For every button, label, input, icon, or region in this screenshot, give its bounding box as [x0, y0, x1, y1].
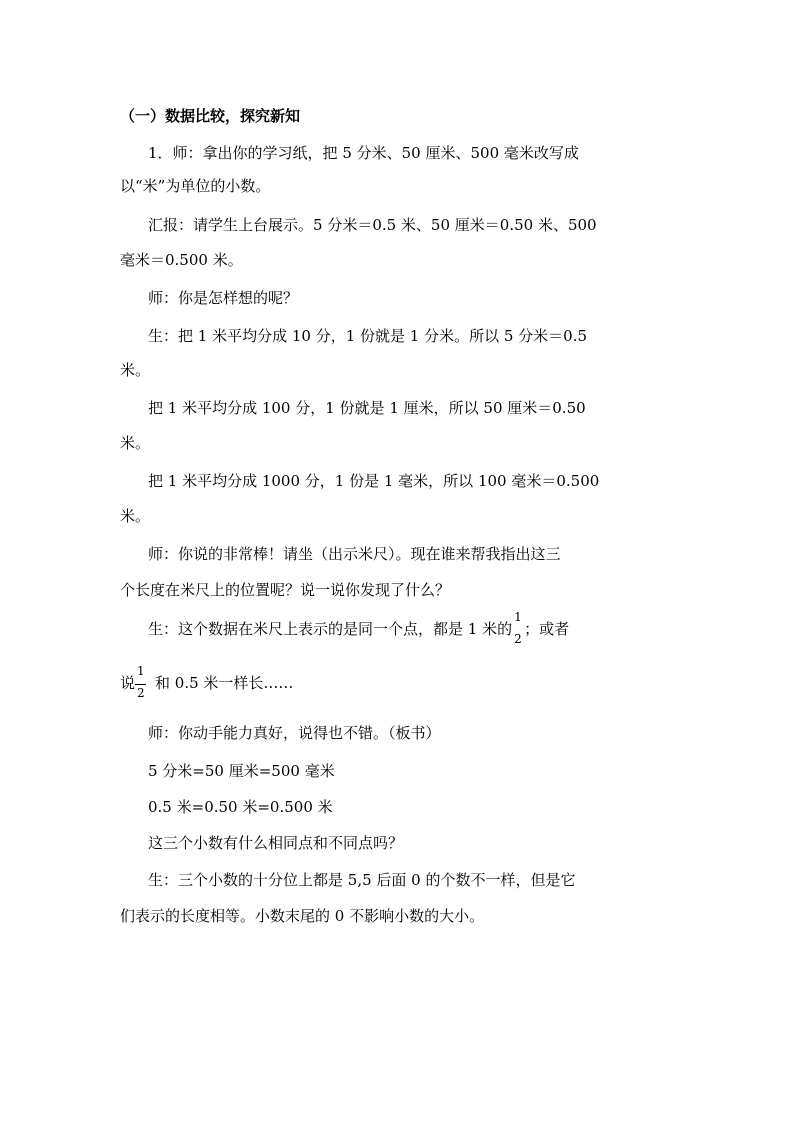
paragraph-line: 把 1 米平均分成 100 分，1 份就是 1 厘米，所以 50 厘米＝0.50: [148, 399, 586, 417]
paragraph-line: 以“米”为单位的小数。: [120, 177, 271, 195]
paragraph-line: 把 1 米平均分成 1000 分，1 份是 1 毫米，所以 100 毫米＝0.500: [148, 472, 600, 490]
paragraph-line: 这三个小数有什么相同点和不同点吗？: [148, 834, 404, 852]
equation-line: 5 分米=50 厘米=500 毫米: [148, 762, 335, 780]
paragraph-line: 毫米＝0.500 米。: [120, 251, 243, 269]
fraction-numerator: 1: [514, 610, 522, 624]
fraction-one-half: [512, 610, 524, 646]
paragraph-line: 米。: [120, 507, 151, 525]
fraction-one-half: [135, 664, 147, 700]
paragraph-line: 汇报：请学生上台展示。5 分米＝0.5 米、50 厘米＝0.50 米、500: [148, 216, 597, 234]
fraction-denominator: 2: [137, 686, 145, 700]
fraction-denominator: 2: [514, 632, 522, 646]
paragraph-line: 1．师：拿出你的学习纸，把 5 分米、50 厘米、500 毫米改写成: [148, 144, 579, 162]
paragraph-line: 生：把 1 米平均分成 10 分，1 份就是 1 分米。所以 5 分米＝0.5: [148, 327, 588, 345]
paragraph-line: 米。: [120, 361, 151, 379]
paragraph-line: 米。: [120, 434, 151, 452]
text-span: ；或者: [524, 620, 570, 638]
paragraph-line-with-fraction: [148, 610, 708, 646]
text-span: 生：这个数据在米尺上表示的是同一个点，都是 1 米的: [148, 620, 513, 638]
text-span: 和 0.5 米一样长……: [155, 674, 294, 692]
paragraph-line-with-fraction: [120, 664, 680, 700]
paragraph-line: 生：三个小数的十分位上都是 5,5 后面 0 的个数不一样，但是它: [148, 871, 576, 889]
text-span: 说: [120, 674, 136, 692]
section-heading: （一）数据比较，探究新知: [120, 107, 301, 125]
fraction-numerator: 1: [137, 664, 145, 678]
paragraph-line: 们表示的长度相等。小数末尾的 0 不影响小数的大小。: [120, 907, 485, 925]
paragraph-line: 师：你说的非常棒！请坐（出示米尺）。现在谁来帮我指出这三: [148, 545, 561, 563]
equation-line: 0.5 米=0.50 米=0.500 米: [148, 798, 333, 816]
paragraph-line: 个长度在米尺上的位置呢？说一说你发现了什么？: [120, 581, 451, 599]
paragraph-line: 师：你是怎样想的呢？: [148, 289, 299, 307]
paragraph-line: 师：你动手能力真好，说得也不错。（板书）: [148, 724, 441, 742]
fraction-bar: [135, 684, 146, 685]
